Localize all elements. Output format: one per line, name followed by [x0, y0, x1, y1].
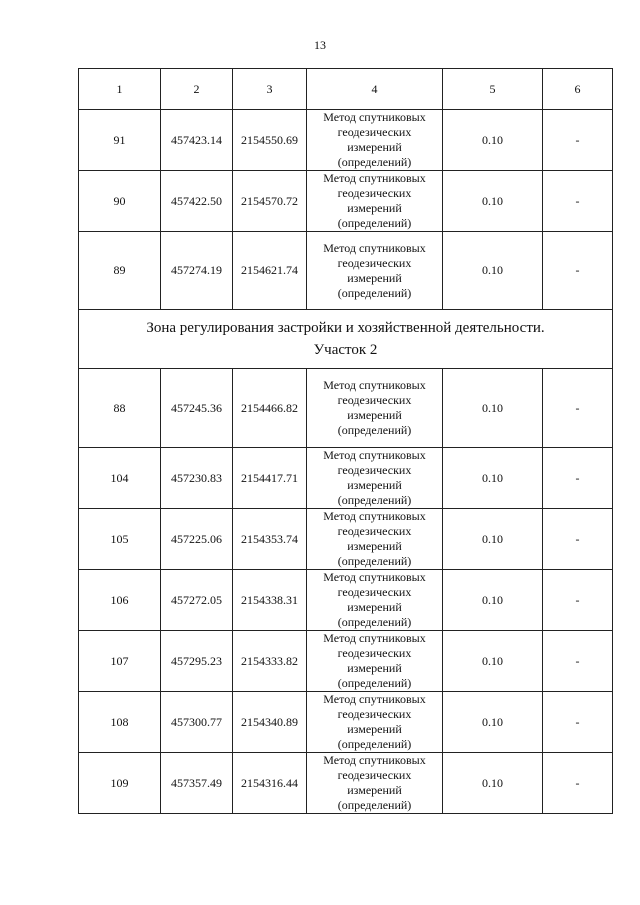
x-coordinate-cell: 457423.14: [161, 110, 233, 171]
x-coordinate-cell: 457272.05: [161, 570, 233, 631]
coordinates-table: [78, 68, 613, 814]
method-line: геодезических: [337, 585, 412, 599]
accuracy-cell: 0.10: [443, 692, 543, 753]
method-line: геодезических: [337, 186, 412, 200]
page-number: 13: [314, 38, 326, 52]
method-cell: [307, 448, 443, 509]
table-row: [79, 753, 613, 814]
method-line: геодезических: [337, 646, 412, 660]
point-number-cell: 107: [79, 631, 161, 692]
table-row: [79, 509, 613, 570]
column-header: 3: [233, 69, 307, 110]
point-number-cell: 89: [79, 232, 161, 310]
point-number-cell: 90: [79, 171, 161, 232]
method-line: геодезических: [337, 463, 412, 477]
y-coordinate-cell: 2154466.82: [233, 369, 307, 448]
method-line: Метод спутниковых: [323, 448, 426, 462]
y-coordinate-cell: 2154550.69: [233, 110, 307, 171]
table-row: [79, 570, 613, 631]
y-coordinate-cell: 2154338.31: [233, 570, 307, 631]
method-line: геодезических: [337, 768, 412, 782]
method-line: измерений: [347, 783, 402, 797]
point-number-cell: 104: [79, 448, 161, 509]
column-header: 4: [307, 69, 443, 110]
method-line: измерений: [347, 661, 402, 675]
table-row: [79, 692, 613, 753]
x-coordinate-cell: 457225.06: [161, 509, 233, 570]
method-line: Метод спутниковых: [323, 240, 426, 255]
column-header: 2: [161, 69, 233, 110]
x-coordinate-cell: 457274.19: [161, 232, 233, 310]
method-line: Метод спутниковых: [323, 378, 426, 392]
method-line: измерений: [347, 478, 402, 492]
y-coordinate-cell: 2154353.74: [233, 509, 307, 570]
accuracy-cell: 0.10: [443, 448, 543, 509]
table-row: [79, 171, 613, 232]
column-header: 6: [543, 69, 613, 110]
x-coordinate-cell: 457295.23: [161, 631, 233, 692]
method-line: (определений): [337, 615, 412, 629]
method-cell: [307, 509, 443, 570]
method-cell: [307, 692, 443, 753]
note-cell: -: [543, 692, 613, 753]
method-line: геодезических: [337, 255, 412, 270]
method-line: геодезических: [337, 125, 412, 139]
method-line: геодезических: [337, 707, 412, 721]
method-line: измерений: [347, 270, 402, 285]
method-line: измерений: [347, 600, 402, 614]
method-cell: [307, 232, 443, 310]
accuracy-cell: 0.10: [443, 232, 543, 310]
method-line: (определений): [337, 216, 412, 230]
method-line: (определений): [337, 155, 412, 169]
method-cell: [307, 110, 443, 171]
point-number-cell: 91: [79, 110, 161, 171]
x-coordinate-cell: 457300.77: [161, 692, 233, 753]
zone-title-row: [79, 310, 613, 369]
note-cell: -: [543, 369, 613, 448]
y-coordinate-cell: 2154340.89: [233, 692, 307, 753]
method-line: измерений: [347, 539, 402, 553]
method-line: геодезических: [337, 393, 412, 407]
table-row: [79, 448, 613, 509]
method-cell: [307, 631, 443, 692]
note-cell: -: [543, 631, 613, 692]
method-line: Метод спутниковых: [323, 692, 426, 706]
method-line: (определений): [337, 737, 412, 751]
method-line: геодезических: [337, 524, 412, 538]
point-number-cell: 105: [79, 509, 161, 570]
method-line: (определений): [337, 554, 412, 568]
method-line: (определений): [337, 493, 412, 507]
method-cell: [307, 570, 443, 631]
y-coordinate-cell: 2154417.71: [233, 448, 307, 509]
zone-title-line: Зона регулирования застройки и хозяйственной деятельности.: [146, 320, 545, 336]
note-cell: -: [543, 448, 613, 509]
table-header-row: [79, 69, 613, 110]
method-line: (определений): [337, 676, 412, 690]
note-cell: -: [543, 753, 613, 814]
x-coordinate-cell: 457245.36: [161, 369, 233, 448]
column-header: 1: [79, 69, 161, 110]
accuracy-cell: 0.10: [443, 509, 543, 570]
method-line: (определений): [337, 285, 412, 300]
y-coordinate-cell: 2154621.74: [233, 232, 307, 310]
accuracy-cell: 0.10: [443, 570, 543, 631]
table-row: [79, 232, 613, 310]
point-number-cell: 106: [79, 570, 161, 631]
note-cell: -: [543, 110, 613, 171]
point-number-cell: 108: [79, 692, 161, 753]
method-line: Метод спутниковых: [323, 570, 426, 584]
method-cell: [307, 753, 443, 814]
table-row: [79, 110, 613, 171]
point-number-cell: 88: [79, 369, 161, 448]
method-line: измерений: [347, 140, 402, 154]
accuracy-cell: 0.10: [443, 753, 543, 814]
method-line: Метод спутниковых: [323, 110, 426, 124]
note-cell: -: [543, 509, 613, 570]
table-row: [79, 631, 613, 692]
y-coordinate-cell: 2154570.72: [233, 171, 307, 232]
method-line: измерений: [347, 722, 402, 736]
x-coordinate-cell: 457357.49: [161, 753, 233, 814]
note-cell: -: [543, 570, 613, 631]
y-coordinate-cell: 2154333.82: [233, 631, 307, 692]
y-coordinate-cell: 2154316.44: [233, 753, 307, 814]
x-coordinate-cell: 457230.83: [161, 448, 233, 509]
accuracy-cell: 0.10: [443, 369, 543, 448]
zone-title: [79, 310, 613, 369]
x-coordinate-cell: 457422.50: [161, 171, 233, 232]
method-line: (определений): [337, 798, 412, 812]
column-header: 5: [443, 69, 543, 110]
method-line: Метод спутниковых: [323, 753, 426, 767]
method-line: (определений): [337, 423, 412, 437]
accuracy-cell: 0.10: [443, 171, 543, 232]
accuracy-cell: 0.10: [443, 631, 543, 692]
table-row: [79, 369, 613, 448]
zone-title-line: Участок 2: [313, 342, 378, 358]
point-number-cell: 109: [79, 753, 161, 814]
note-cell: -: [543, 171, 613, 232]
method-cell: [307, 171, 443, 232]
method-line: Метод спутниковых: [323, 171, 426, 185]
method-line: измерений: [347, 408, 402, 422]
method-line: измерений: [347, 201, 402, 215]
accuracy-cell: 0.10: [443, 110, 543, 171]
method-cell: [307, 369, 443, 448]
method-line: Метод спутниковых: [323, 631, 426, 645]
method-line: Метод спутниковых: [323, 509, 426, 523]
note-cell: -: [543, 232, 613, 310]
